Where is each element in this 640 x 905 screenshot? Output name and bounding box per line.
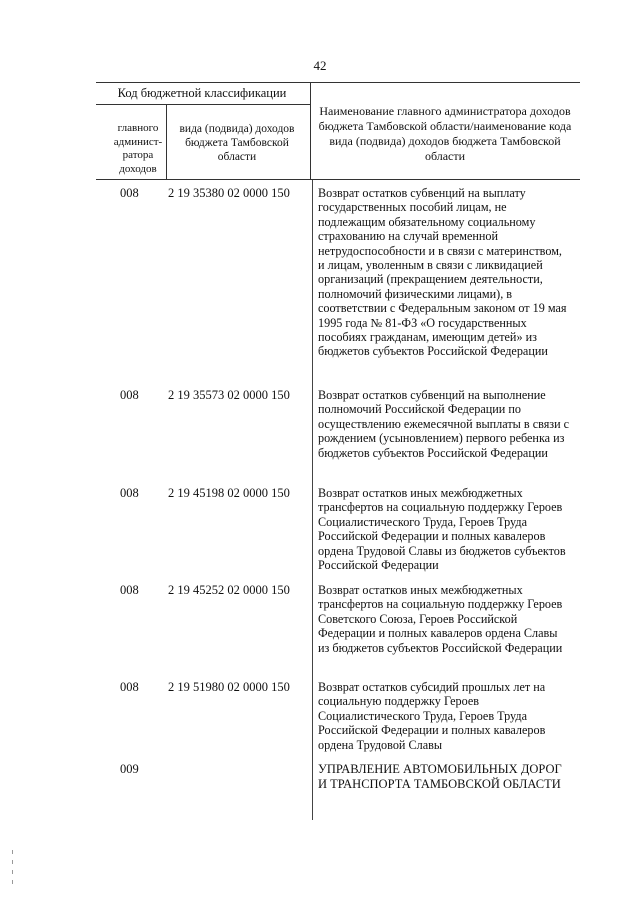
row-name: Возврат остатков иных межбюджетных трансфертов на социальную поддержку Героев Социалистического Труда, Героев Труда Российской Федерации и полных кавалеров ордена Трудовой Славы из бюджетов субъектов Российской Федерации: [318, 486, 566, 573]
row-admin-code: 008: [120, 486, 139, 500]
row-admin-code: 008: [120, 583, 139, 597]
row-name: Возврат остатков субсидий прошлых лет на социальную поддержку Героев Социалистического Труда, Героев Труда Российской Федерации и полных кавалеров ордена Трудовой Славы: [318, 680, 546, 752]
margin-tick: [12, 860, 13, 864]
header-name-label: Наименование главного администратора доходов бюджета Тамбовской области/наименование кода вида (подвида) доходов бюджета Тамбовской области: [318, 104, 572, 163]
page-number: 42: [313, 58, 327, 73]
row-classification-code: 2 19 45252 02 0000 150: [168, 583, 290, 597]
row-classification-code: 2 19 35380 02 0000 150: [168, 186, 290, 200]
header-group-divider: [96, 104, 310, 105]
body-column-divider: [312, 180, 313, 820]
header-code-label: вида (подвида) доходов бюджета Тамбовской области: [179, 123, 295, 163]
margin-tick: [12, 870, 13, 874]
row-classification-code: 2 19 35573 02 0000 150: [168, 388, 290, 402]
row-name: Возврат остатков субвенций на выполнение полномочий Российской Федерации по осуществлению ежемесячной выплаты в связи с рождением (усыновлением) первого ребенка из бюджетов субъектов Российской Федерации: [318, 388, 570, 460]
header-col-divider-1: [166, 104, 167, 180]
table-header: [96, 82, 580, 180]
row-classification-code: 2 19 45198 02 0000 150: [168, 486, 290, 500]
row-admin-code: 008: [120, 388, 139, 402]
row-admin-code: 009: [120, 762, 139, 776]
margin-tick: [12, 850, 13, 854]
header-group-label: Код бюджетной классификации: [117, 86, 287, 100]
row-name: Возврат остатков иных межбюджетных трансфертов на социальную поддержку Героев Советского Союза, Героев Российской Федерации и полных кавалеров ордена Славы из бюджетов субъектов Российской Федерации: [318, 583, 563, 655]
margin-marks: [12, 850, 14, 900]
header-col-divider-2: [310, 82, 311, 180]
header-top-border: [96, 82, 580, 83]
row-name: УПРАВЛЕНИЕ АВТОМОБИЛЬНЫХ ДОРОГ И ТРАНСПОРТА ТАМБОВСКОЙ ОБЛАСТИ: [318, 762, 562, 791]
row-admin-code: 008: [120, 186, 139, 200]
header-bottom-border: [96, 179, 580, 180]
margin-tick: [12, 880, 13, 884]
header-main-admin-label: главного админист-ратора доходов: [113, 122, 163, 175]
row-admin-code: 008: [120, 680, 139, 694]
row-name: Возврат остатков субвенций на выплату государственных пособий лицам, не подлежащим обязательному социальному страхованию на случай временной нетрудоспособности и в связи с материнством, и лицам, уволенным в связи с ликвидацией организаций (прекращением деятельности, полномочий физическими лицами), в соответствии с Федеральным законом от 19 мая 1995 года № 81-ФЗ «О государственных пособиях гражданам, имеющим детей» из бюджетов субъектов Российской Федерации: [318, 186, 567, 359]
row-classification-code: 2 19 51980 02 0000 150: [168, 680, 290, 694]
